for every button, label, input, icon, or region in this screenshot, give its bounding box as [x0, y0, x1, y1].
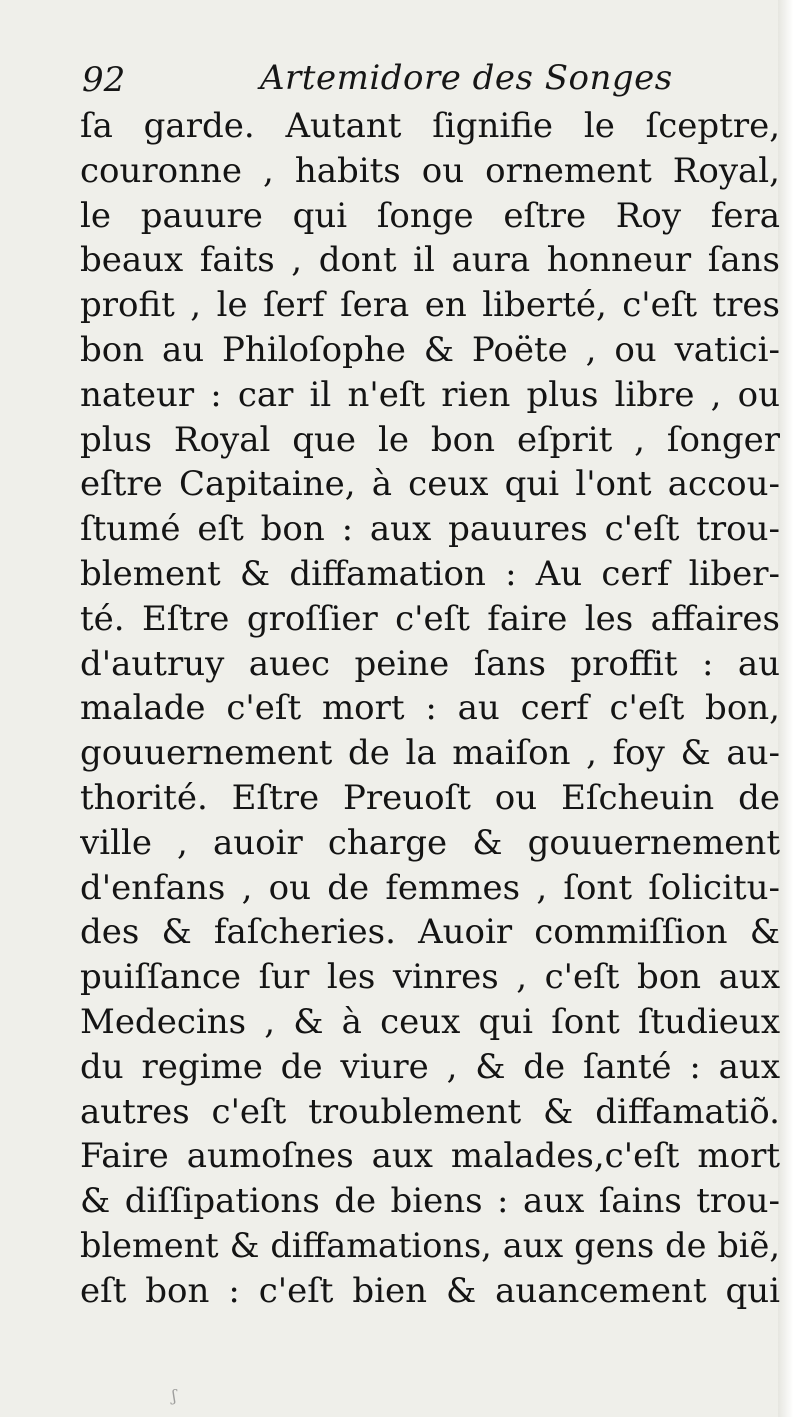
running-title: Artemidore des Songes: [260, 58, 673, 98]
text-line: le pauure qui ſonge eſtre Roy fera: [80, 195, 780, 236]
text-line: plus Royal que le bon eſprit , ſonger: [80, 419, 780, 460]
text-line: autres c'eſt troublement & diffamatiõ.: [80, 1091, 780, 1132]
text-line: d'autruy auec peine ſans proffit : au: [80, 643, 780, 684]
text-line: ſtumé eſt bon : aux pauures c'eſt trou-: [80, 509, 780, 550]
text-line: gouuernement de la maiſon , foy & au-: [80, 733, 780, 774]
body-text: [80, 104, 780, 1314]
page-header: [82, 58, 762, 108]
text-line: té. Eſtre groſſier c'eſt faire les affaires: [80, 598, 780, 639]
text-line: eſtre Capitaine, à ceux qui l'ont accou-: [80, 464, 780, 505]
text-line: bon au Philoſophe & Poëte , ou vatici-: [80, 329, 780, 370]
text-line: ville , auoir charge & gouuernement: [80, 822, 780, 863]
text-line: blement & diffamations, aux gens de biẽ,: [80, 1225, 780, 1265]
text-line: & diſſipations de biens : aux ſains trou-: [80, 1181, 780, 1222]
text-line: nateur : car il n'eſt rien plus libre , ou: [80, 374, 780, 415]
text-line: puiſſance ſur les vinres , c'eſt bon aux: [80, 957, 780, 998]
text-line: Medecins , & à ceux qui ſont ſtudieux: [80, 1001, 780, 1042]
text-line: couronne , habits ou ornement Royal,: [80, 150, 780, 191]
text-line: malade c'eſt mort : au cerf c'eſt bon,: [80, 688, 780, 729]
text-line: Faire aumoſnes aux malades,c'eſt mort: [80, 1136, 780, 1177]
text-line: du regime de viure , & de ſanté : aux: [80, 1046, 780, 1087]
text-line: d'enfans , ou de femmes , ſont ſolicitu-: [80, 867, 780, 908]
text-line: beaux faits , dont il aura honneur ſans: [80, 240, 780, 281]
text-line: thorité. Eſtre Preuoſt ou Eſcheuin de: [80, 777, 780, 818]
text-line: ſa garde. Autant ſignifie le ſceptre,: [80, 106, 780, 146]
text-line: profit , le ſerf ſera en liberté, c'eſt tres: [80, 285, 780, 326]
footer-mark: ʃ: [172, 1386, 177, 1405]
text-line: blement & diffamation : Au cerf liber-: [80, 553, 780, 594]
text-line: des & faſcheries. Auoir commiſſion &: [80, 912, 780, 953]
page-number: 92: [82, 60, 126, 100]
page-edge: [778, 0, 800, 1417]
text-line: eſt bon : c'eſt bien & auancement qui: [80, 1270, 780, 1311]
